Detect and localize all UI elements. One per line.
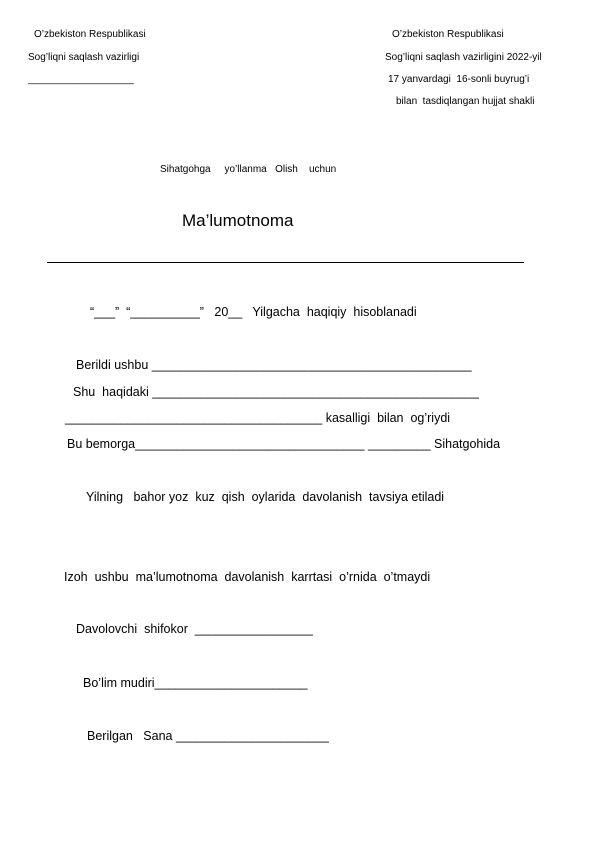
patient-line: Bu bemorga_________________________________ _________ Sihatgohida [67, 437, 501, 451]
about-line: Shu haqidaki _______________________________________________ [73, 385, 479, 399]
header-right-ministry: Sog’liqni saqlash vazirligini 2022-yil [385, 52, 542, 63]
department-head-line: Bo’lim mudiri______________________ [83, 676, 308, 690]
header-right-approved: bilan tasdiqlangan hujjat shakli [396, 96, 535, 107]
header-right-republic: O’zbekiston Respublikasi [392, 29, 504, 40]
issue-date-line: Berilgan Sana ______________________ [87, 729, 329, 743]
issued-to-line: Berildi ushbu ______________________________________________ [76, 358, 472, 372]
document-title: Ma’lumotnoma [182, 211, 294, 230]
doctor-signature-line: Davolovchi shifokor _________________ [76, 622, 313, 636]
header-left-blank: ___________________ [28, 74, 134, 85]
disease-line: _____________________________________ kasalligi bilan og’riydi [65, 411, 451, 425]
purpose-line: Sihatgohga yo’llanma Olish uchun [160, 164, 337, 175]
header-left-republic: O’zbekiston Respublikasi [34, 29, 146, 40]
header-right-order: 17 yanvardagi 16-sonli buyrug’i [388, 74, 530, 85]
header-left-ministry: Sog’liqni saqlash vazirligi [28, 52, 140, 63]
title-divider [47, 262, 524, 263]
validity-date-line: “___” “__________” 20__ Yilgacha haqiqiy hisoblanadi [90, 305, 417, 319]
note-line: Izoh ushbu ma’lumotnoma davolanish karrtasi o’rnida o’tmaydi [64, 570, 431, 584]
season-line: Yilning bahor yoz kuz qish oylarida davolanish tavsiya etiladi [86, 490, 445, 504]
